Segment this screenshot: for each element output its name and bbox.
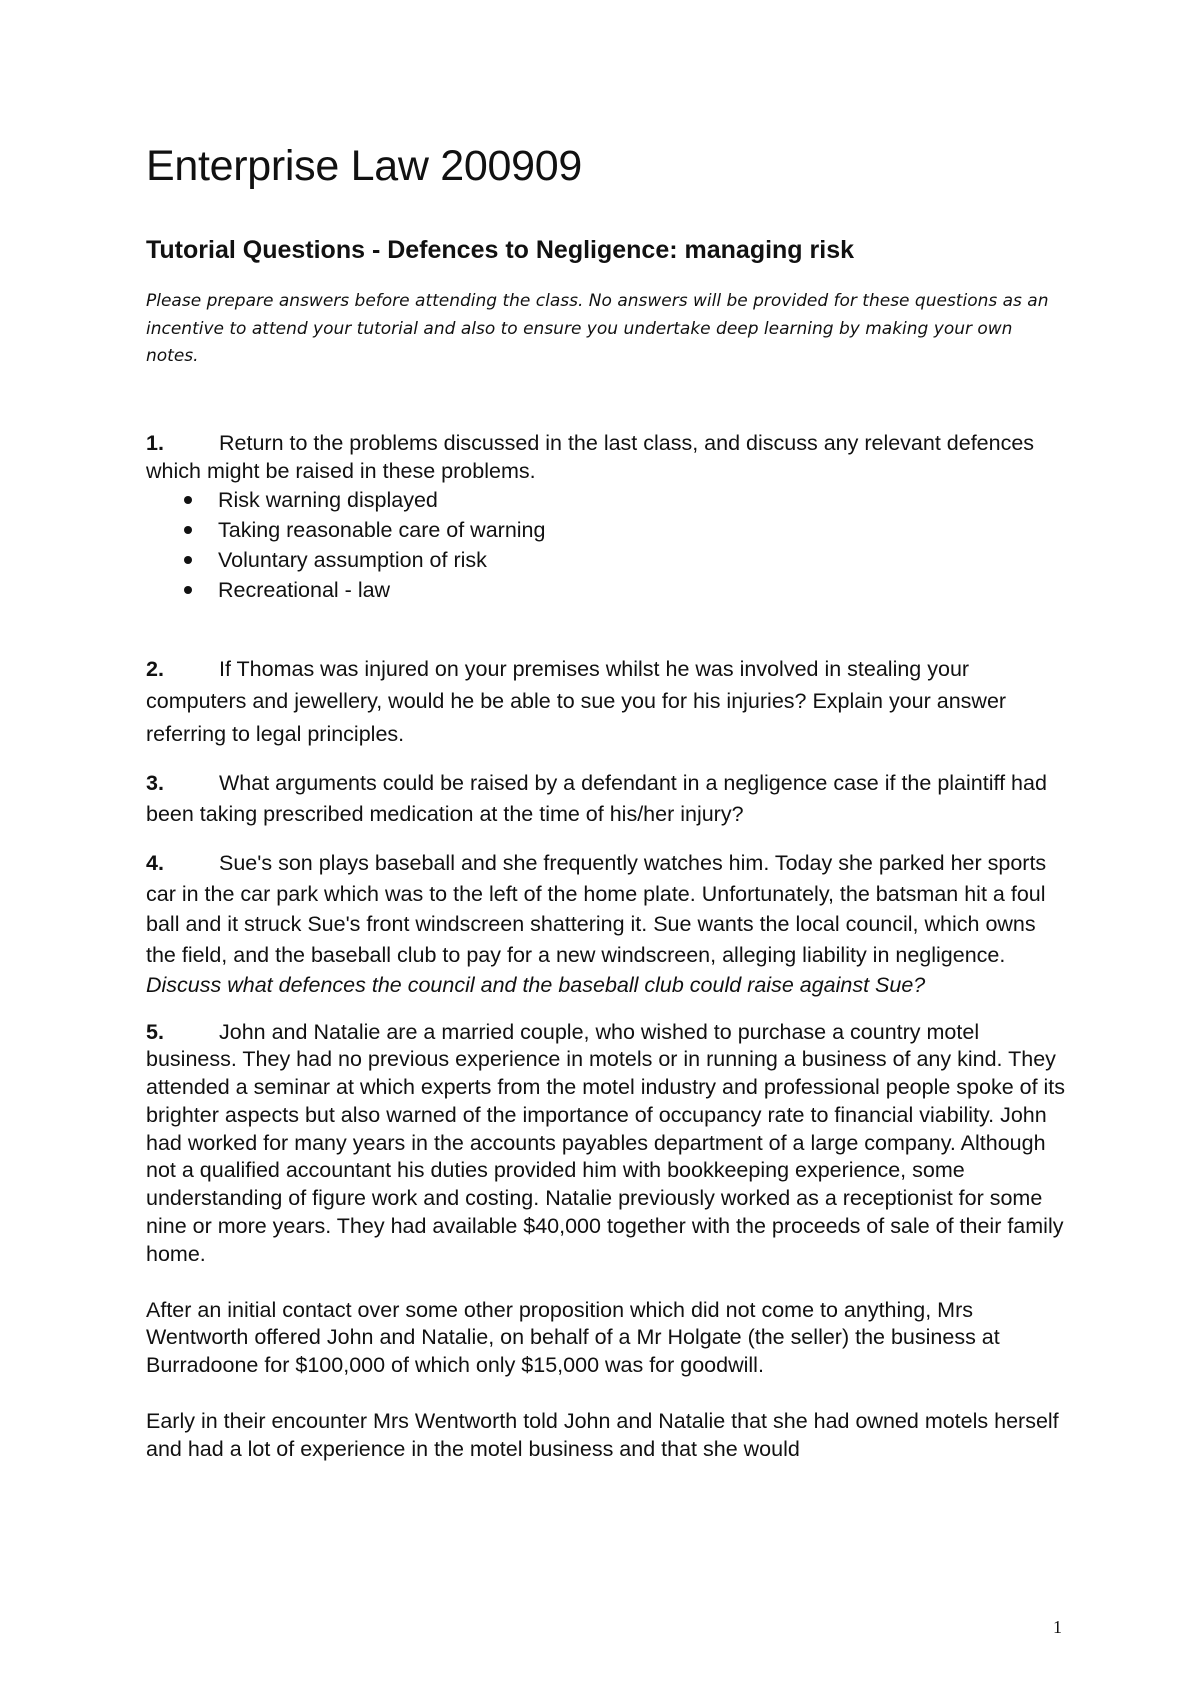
- list-item-text: Risk warning displayed: [218, 487, 438, 512]
- question-number: 3.: [146, 771, 164, 795]
- question-text: Sue's son plays baseball and she frequently watches him. Today she parked her sports car in the car park which was to the left of the home plate. Unfortunately, the batsman hit a foul ball and it struck Sue's front windscreen shattering it. Sue wants the local council, which owns the field, and the baseball club to pay for a new windscreen, alleging liability in negligence.: [146, 851, 1047, 967]
- question-number: 2.: [146, 656, 164, 681]
- question-text: What arguments could be raised by a defendant in a negligence case if the plaintiff had been taking prescribed medication at the time of his/her injury?: [146, 771, 1047, 826]
- list-item: [184, 545, 1066, 575]
- question-5: [146, 1019, 1066, 1269]
- bullet-icon: [184, 556, 192, 564]
- question-prompt: Discuss what defences the council and the baseball club could raise against Sue?: [146, 973, 926, 997]
- list-item-text: Voluntary assumption of risk: [218, 547, 487, 572]
- question-1: [146, 429, 1066, 485]
- page-number: 1: [1053, 1617, 1062, 1637]
- question-text: If Thomas was injured on your premises whilst he was involved in stealing your computers and jewellery, would he be able to sue you for his injuries? Explain your answer referring to legal principles.: [146, 656, 1007, 746]
- question-1-bullet-list: [146, 485, 1066, 605]
- document-subtitle: Tutorial Questions - Defences to Negligence: managing risk: [146, 236, 855, 264]
- question-2: [146, 653, 1066, 751]
- bullet-icon: [184, 586, 192, 594]
- question-text: John and Natalie are a married couple, who wished to purchase a country motel business. They had no previous experience in motels or in running a business of any kind. They attended a seminar at which experts from the motel industry and professional people spoke of its brighter aspects but also warned of the importance of occupancy rate to financial viability. John had worked for many years in the accounts payables department of a large company. Although not a qualified accountant his duties provided him with bookkeeping experience, some understanding of figure work and costing. Natalie previously worked as a receptionist for some nine or more years. They had available $40,000 together with the proceeds of sale of their family home.: [146, 1019, 1066, 1266]
- question-4: [146, 848, 1066, 1001]
- list-item-text: Taking reasonable care of warning: [218, 517, 546, 542]
- page-content: [146, 138, 1066, 1464]
- question-number: 1.: [146, 430, 164, 455]
- question-number: 4.: [146, 851, 164, 875]
- list-item-text: Recreational - law: [218, 577, 391, 602]
- bullet-icon: [184, 496, 192, 504]
- list-item: [184, 575, 1066, 605]
- question-5-paragraph-2: After an initial contact over some other proposition which did not come to anything, Mrs Wentworth offered John and Natalie, on behalf of a Mr Holgate (the seller) the business at Burradoone for $100,000 of which only $15,000 was for goodwill.: [146, 1297, 1000, 1378]
- list-item: [184, 515, 1066, 545]
- question-5-paragraph-3: Early in their encounter Mrs Wentworth told John and Natalie that she had owned motels herself and had a lot of experience in the motel business and that she would: [146, 1409, 1059, 1461]
- list-item: [184, 485, 1066, 515]
- document-title: Enterprise Law 200909: [146, 142, 582, 190]
- bullet-icon: [184, 526, 192, 534]
- question-text: Return to the problems discussed in the last class, and discuss any relevant defences which might be raised in these problems.: [146, 430, 1035, 483]
- question-3: [146, 768, 1066, 830]
- intro-note: Please prepare answers before attending the class. No answers will be provided for these questions as an incentive to attend your tutorial and also to ensure you undertake deep learning by making your own notes.: [146, 291, 1049, 366]
- question-number: 5.: [146, 1019, 164, 1044]
